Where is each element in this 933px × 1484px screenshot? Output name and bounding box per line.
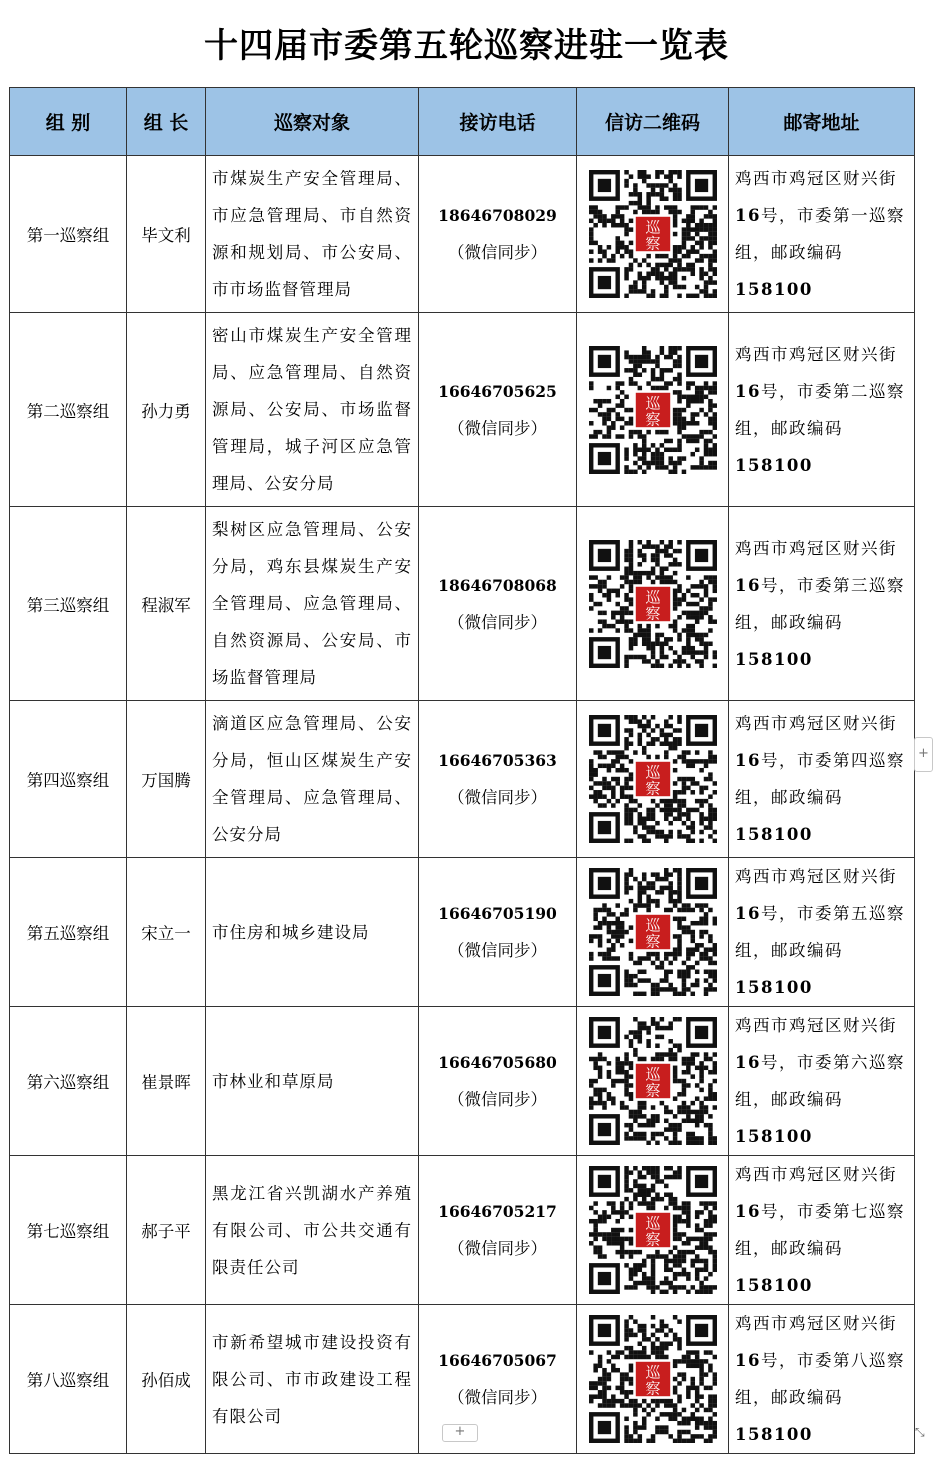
leader-name: 毕文利 <box>141 226 191 245</box>
leader-name: 郝子平 <box>141 1222 191 1241</box>
address-unit: 号，市委第三巡察组，邮政编码 <box>735 575 905 632</box>
address-street: 鸡西市鸡冠区财兴街 <box>735 1314 897 1333</box>
group-name: 第六巡察组 <box>26 1073 110 1092</box>
postcode: 158100 <box>735 978 813 997</box>
address-number: 16 <box>735 904 761 923</box>
phone-cell <box>419 701 577 858</box>
qr-cell <box>577 1305 729 1454</box>
leader-cell <box>127 507 206 701</box>
address-unit: 号，市委第四巡察组，邮政编码 <box>735 751 905 807</box>
group-name: 第八巡察组 <box>26 1371 110 1390</box>
table-header-row <box>10 88 915 156</box>
phone-number: 16646705680 <box>438 1053 557 1072</box>
address-number: 16 <box>735 575 761 595</box>
leader-cell <box>127 1156 206 1305</box>
phone-number: 18646708068 <box>438 575 557 595</box>
table-row <box>10 1007 915 1156</box>
header-target: 巡察对象 <box>206 88 419 156</box>
svg-text:察: 察 <box>644 234 661 253</box>
leader-cell <box>127 858 206 1007</box>
address-number: 16 <box>735 751 761 770</box>
leader-name: 孙佰成 <box>141 1371 191 1390</box>
postcode: 158100 <box>735 280 813 299</box>
address-number: 16 <box>735 1053 761 1072</box>
postcode: 158100 <box>735 455 813 475</box>
address-street: 鸡西市鸡冠区财兴街 <box>735 538 897 558</box>
svg-text:察: 察 <box>644 1230 661 1249</box>
qr-code-icon <box>589 540 717 668</box>
address-unit: 号，市委第二巡察组，邮政编码 <box>735 381 905 438</box>
inspection-table <box>9 87 915 1454</box>
svg-text:察: 察 <box>644 932 661 951</box>
phone-cell <box>419 507 577 701</box>
group-cell <box>10 313 127 507</box>
add-column-button[interactable]: + <box>914 737 933 772</box>
group-cell <box>10 1007 127 1156</box>
leader-name: 孙力勇 <box>141 401 191 421</box>
table-row <box>10 507 915 701</box>
svg-text:巡: 巡 <box>644 763 661 782</box>
target-cell <box>206 858 419 1007</box>
svg-text:巡: 巡 <box>644 1363 661 1382</box>
leader-cell <box>127 1007 206 1156</box>
group-name: 第四巡察组 <box>26 771 110 790</box>
table-row <box>10 858 915 1007</box>
address-unit: 号，市委第一巡察组，邮政编码 <box>735 206 905 262</box>
svg-text:巡: 巡 <box>644 1214 661 1233</box>
postcode: 158100 <box>735 1276 813 1295</box>
phone-number: 16646705190 <box>438 904 557 923</box>
svg-text:察: 察 <box>644 1379 661 1398</box>
qr-code-icon <box>589 346 717 474</box>
address-number: 16 <box>735 1202 761 1221</box>
qr-cell <box>577 858 729 1007</box>
qr-code-icon <box>589 1166 717 1294</box>
qr-cell <box>577 156 729 313</box>
target-cell <box>206 1156 419 1305</box>
group-cell <box>10 156 127 313</box>
address-cell <box>729 858 915 1007</box>
phone-number: 16646705217 <box>438 1202 557 1221</box>
svg-text:巡: 巡 <box>644 218 661 237</box>
leader-name: 宋立一 <box>141 924 191 943</box>
postcode: 158100 <box>735 825 813 844</box>
wechat-note: （微信同步） <box>448 941 547 960</box>
wechat-note: （微信同步） <box>448 418 547 438</box>
address-cell <box>729 313 915 507</box>
group-name: 第二巡察组 <box>26 401 110 421</box>
target-text: 市煤炭生产安全管理局、市应急管理局、市自然资源和规划局、市公安局、市市场监督管理局 <box>212 169 412 299</box>
svg-text:察: 察 <box>644 1081 661 1100</box>
wechat-note: （微信同步） <box>448 243 547 262</box>
qr-code-icon <box>589 170 717 298</box>
group-name: 第七巡察组 <box>26 1222 110 1241</box>
address-unit: 号，市委第五巡察组，邮政编码 <box>735 904 905 960</box>
phone-number: 16646705625 <box>438 381 557 401</box>
address-number: 16 <box>735 381 761 401</box>
phone-number: 18646708029 <box>438 206 557 225</box>
phone-number: 16646705067 <box>438 1351 557 1370</box>
target-text: 市林业和草原局 <box>212 1071 335 1091</box>
add-row-button[interactable]: + <box>442 1424 478 1442</box>
leader-name: 崔景晖 <box>141 1073 191 1092</box>
svg-text:察: 察 <box>644 779 661 798</box>
group-name: 第一巡察组 <box>26 226 110 245</box>
table-row <box>10 701 915 858</box>
target-cell <box>206 156 419 313</box>
leader-name: 万国腾 <box>141 771 191 790</box>
qr-cell <box>577 313 729 507</box>
target-text: 黑龙江省兴凯湖水产养殖有限公司、市公共交通有限责任公司 <box>212 1183 412 1277</box>
table-row <box>10 1156 915 1305</box>
address-number: 16 <box>735 1351 761 1370</box>
group-cell <box>10 858 127 1007</box>
qr-cell <box>577 701 729 858</box>
group-cell <box>10 701 127 858</box>
phone-cell <box>419 313 577 507</box>
address-street: 鸡西市鸡冠区财兴街 <box>735 169 897 188</box>
group-name: 第三巡察组 <box>26 595 110 615</box>
target-cell <box>206 1305 419 1454</box>
address-unit: 号，市委第七巡察组，邮政编码 <box>735 1202 905 1258</box>
address-street: 鸡西市鸡冠区财兴街 <box>735 1165 897 1184</box>
address-street: 鸡西市鸡冠区财兴街 <box>735 1016 897 1035</box>
target-cell <box>206 1007 419 1156</box>
target-text: 市新希望城市建设投资有限公司、市市政建设工程有限公司 <box>212 1332 412 1426</box>
qr-code-icon <box>589 1017 717 1145</box>
leader-cell <box>127 1305 206 1454</box>
qr-cell <box>577 507 729 701</box>
svg-text:巡: 巡 <box>644 1065 661 1084</box>
target-cell <box>206 507 419 701</box>
target-text: 密山市煤炭生产安全管理局、应急管理局、自然资源局、公安局、市场监督管理局，城子河区应急管理局、公安分局 <box>212 326 412 493</box>
address-cell <box>729 701 915 858</box>
address-unit: 号，市委第八巡察组，邮政编码 <box>735 1351 905 1407</box>
qr-cell <box>577 1156 729 1305</box>
page-title: 十四届市委第五轮巡察进驻一览表 <box>204 26 729 66</box>
qr-code-icon <box>589 1315 717 1443</box>
qr-cell <box>577 1007 729 1156</box>
phone-number: 16646705363 <box>438 751 557 770</box>
address-cell <box>729 1007 915 1156</box>
target-cell <box>206 701 419 858</box>
phone-cell <box>419 1007 577 1156</box>
wechat-note: （微信同步） <box>448 1090 547 1109</box>
address-cell <box>729 507 915 701</box>
postcode: 158100 <box>735 649 813 669</box>
group-cell <box>10 1156 127 1305</box>
svg-text:巡: 巡 <box>644 916 661 935</box>
address-unit: 号，市委第六巡察组，邮政编码 <box>735 1053 905 1109</box>
table-row <box>10 156 915 313</box>
svg-text:巡: 巡 <box>644 588 661 607</box>
address-number: 16 <box>735 206 761 225</box>
wechat-note: （微信同步） <box>448 1388 547 1407</box>
phone-cell <box>419 858 577 1007</box>
wechat-note: （微信同步） <box>448 788 547 807</box>
group-cell <box>10 507 127 701</box>
header-address: 邮寄地址 <box>729 88 915 156</box>
qr-code-icon <box>589 868 717 996</box>
target-text: 滴道区应急管理局、公安分局，恒山区煤炭生产安全管理局、应急管理局、公安分局 <box>212 714 412 844</box>
address-street: 鸡西市鸡冠区财兴街 <box>735 714 897 733</box>
postcode: 158100 <box>735 1127 813 1146</box>
wechat-note: （微信同步） <box>448 612 547 632</box>
leader-cell <box>127 701 206 858</box>
table-row <box>10 313 915 507</box>
header-group: 组 别 <box>10 88 127 156</box>
address-street: 鸡西市鸡冠区财兴街 <box>735 344 897 364</box>
target-cell <box>206 313 419 507</box>
leader-name: 程淑军 <box>141 595 191 615</box>
wechat-note: （微信同步） <box>448 1239 547 1258</box>
phone-cell <box>419 156 577 313</box>
resize-handle-icon[interactable]: ⤡ <box>915 1425 925 1439</box>
svg-text:察: 察 <box>644 410 661 429</box>
leader-cell <box>127 156 206 313</box>
qr-code-icon <box>589 715 717 843</box>
address-cell <box>729 156 915 313</box>
address-cell <box>729 1156 915 1305</box>
group-name: 第五巡察组 <box>26 924 110 943</box>
target-text: 市住房和城乡建设局 <box>212 922 370 942</box>
address-cell <box>729 1305 915 1454</box>
group-cell <box>10 1305 127 1454</box>
leader-cell <box>127 313 206 507</box>
target-text: 梨树区应急管理局、公安分局，鸡东县煤炭生产安全管理局、应急管理局、自然资源局、公安局、市场监督管理局 <box>212 520 412 687</box>
svg-text:巡: 巡 <box>644 394 661 413</box>
svg-text:察: 察 <box>644 604 661 623</box>
phone-cell <box>419 1156 577 1305</box>
address-street: 鸡西市鸡冠区财兴街 <box>735 867 897 886</box>
postcode: 158100 <box>735 1425 813 1444</box>
header-qr: 信访二维码 <box>577 88 729 156</box>
header-leader: 组 长 <box>127 88 206 156</box>
header-phone: 接访电话 <box>419 88 577 156</box>
